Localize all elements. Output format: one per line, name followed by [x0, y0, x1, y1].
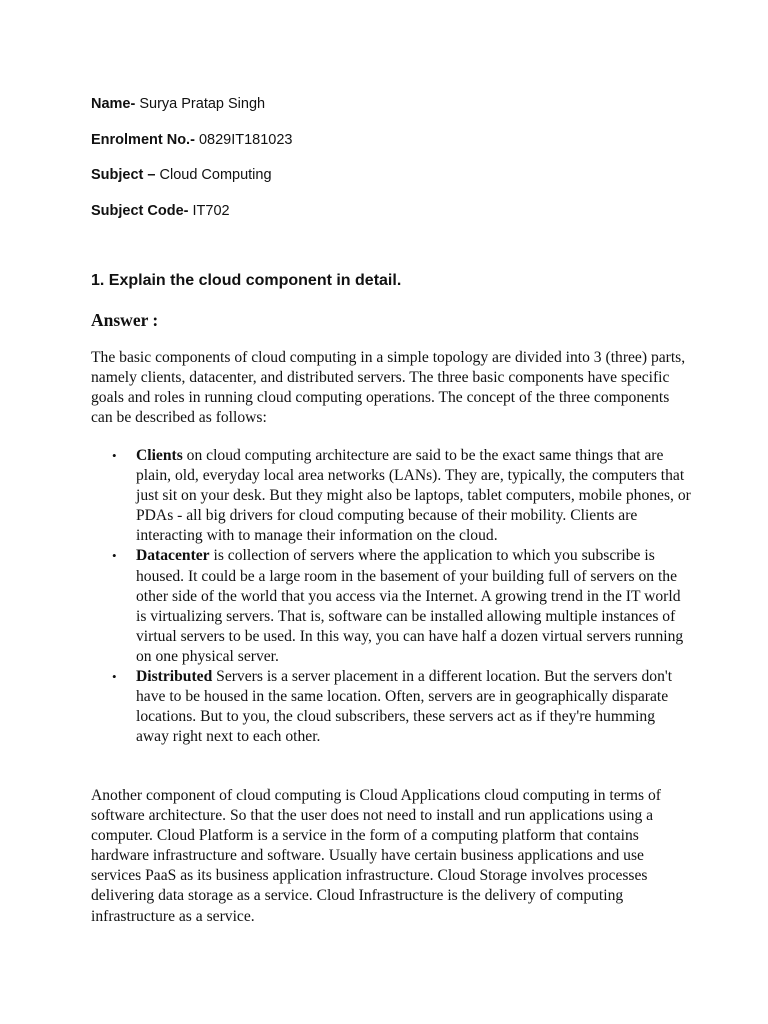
subject-line	[91, 166, 272, 184]
enrolment-value: 0829IT181023	[194, 132, 293, 148]
student-name-line	[91, 95, 265, 113]
bullet-icon: •	[112, 548, 117, 564]
subject-label: Subject –	[91, 167, 156, 183]
answer-label: Answer :	[91, 310, 159, 330]
bullet-text: is collection of servers where the application to which you subscribe is housed. It could be a large room in the basement of your building full of servers on the other side of the world that you access via the Internet. A growing trend in the IT world is virtualizing servers. That is, software can be installed allowing multiple instances of virtual servers to be used. In this way, you can have half a dozen virtual servers running on one physical server.	[136, 547, 684, 665]
intro-paragraph: The basic components of cloud computing in a simple topology are divided into 3 (three) parts, namely clients, datacenter, and distributed servers. The three basic components have specific goals and roles in running cloud computing operations. The concept of the three components can be described as follows:	[91, 349, 686, 427]
list-item-clients	[91, 446, 691, 546]
component-list	[91, 446, 691, 747]
closing-paragraph: Another component of cloud computing is Cloud Applications cloud computing in terms of software architecture. So that the user does not need to install and run applications using a computer. Cloud Platform is a service in the form of a computing platform that contains hardware infrastructure and software. Usually have certain business applications and use services PaaS as its business application infrastructure. Cloud Storage involves processes delivering data storage as a service. Cloud Infrastructure is the delivery of computing infrastructure as a service.	[91, 787, 661, 925]
bullet-text: on cloud computing architecture are said to be the exact same things that are plain, old, everyday local area networks (LANs). They are, typically, the computers that just sit on your desk. But they might also be laptops, tablet computers, mobile phones, or PDAs - all big drivers for cloud computing because of their mobility. Clients are interacting with to manage their information on the cloud.	[136, 447, 691, 545]
bullet-text: Servers is a server placement in a different location. But the servers don't have to be housed in the same location. Often, servers are in geographically disparate locations. But to you, the cloud subscribers, these servers act as if they're humming away right next to each other.	[136, 668, 673, 746]
enrolment-line	[91, 131, 292, 149]
subject-value: Cloud Computing	[155, 167, 272, 183]
name-label: Name-	[91, 96, 136, 112]
bullet-term: Clients	[136, 447, 183, 464]
subject-code-label: Subject Code-	[91, 203, 189, 219]
name-value: Surya Pratap Singh	[135, 96, 266, 112]
bullet-term: Datacenter	[136, 547, 210, 565]
subject-code-value: IT702	[188, 203, 230, 219]
bullet-term: Distributed	[136, 668, 213, 686]
question-heading: 1. Explain the cloud component in detail.	[91, 272, 402, 289]
bullet-icon: •	[112, 669, 117, 685]
subject-code-line	[91, 202, 230, 220]
bullet-icon: •	[112, 448, 117, 463]
list-item-distributed	[91, 667, 691, 747]
enrolment-label: Enrolment No.-	[91, 132, 195, 148]
list-item-datacenter	[91, 546, 691, 667]
